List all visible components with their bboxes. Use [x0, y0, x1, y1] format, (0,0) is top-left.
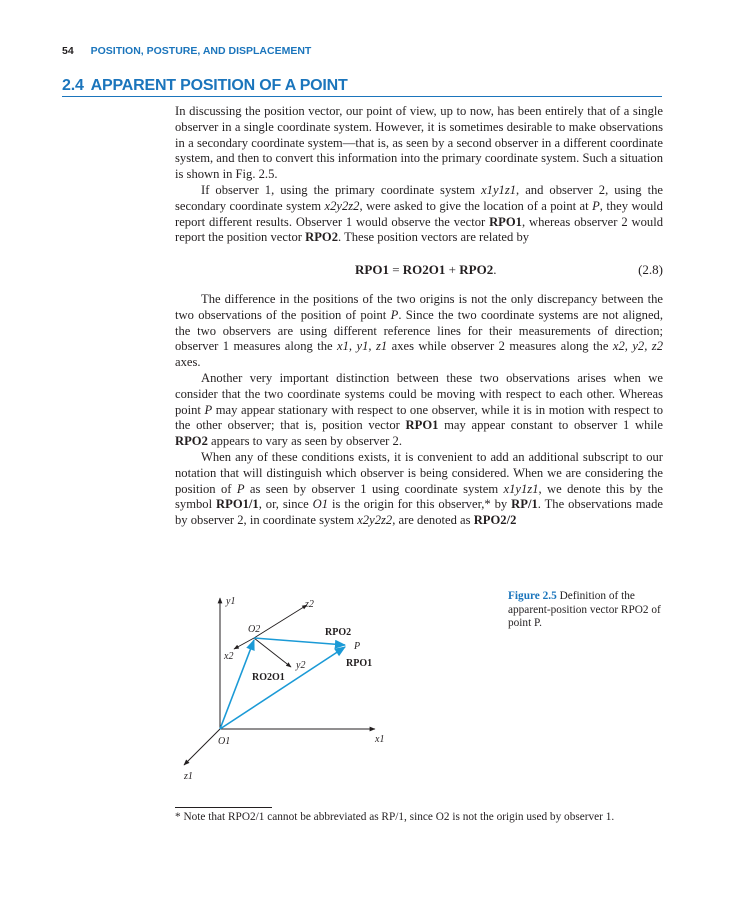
paragraph-3: The difference in the positions of the two origins is not the only discrepancy between the two observations of the position of point P. Since the two coordinate systems are not aligned, the two observers are using different reference lines for their measurements of direction; observer 1 measures along the x1, y1, z1 axes while observer 2 measures along the x2, y2, z2 axes. — [175, 292, 663, 370]
label-P: P — [354, 641, 361, 652]
body-text-bottom — [175, 292, 663, 529]
equation-2-8 — [175, 262, 663, 280]
page-number: 54 — [62, 45, 74, 57]
figure-caption-label: Figure 2.5 — [508, 590, 557, 602]
footnote-rule — [175, 807, 272, 808]
equation-expression: RPO1 = RO2O1 + RPO2. — [355, 262, 497, 277]
figure-2-5 — [170, 588, 470, 788]
axis-z1 — [184, 729, 220, 765]
vector-RPO1 — [220, 647, 345, 729]
label-z1: z1 — [184, 771, 193, 782]
body-text-top — [175, 104, 663, 246]
label-x2: x2 — [224, 651, 234, 662]
axis-y2 — [254, 638, 291, 667]
paragraph-5: When any of these conditions exists, it is convenient to add an additional subscript to our notation that will distinguish which observer is being considered. When we are considering the position of P as seen by observer 1 using coordinate system x1y1z1, we denote this by the symbol RPO1/1, or, since O1 is the origin for this observer,* by RP/1. The observations made by observer 2, in coordinate system x2y2z2, are denoted as RPO2/2 — [175, 449, 663, 528]
figure-caption — [508, 590, 668, 631]
equation-number: (2.8) — [638, 262, 663, 277]
label-y1: y1 — [226, 596, 236, 607]
running-title: POSITION, POSTURE, AND DISPLACEMENT — [90, 45, 312, 57]
label-RPO1: RPO1 — [346, 658, 373, 669]
footnote: * Note that RPO2/1 cannot be abbreviated as RP/1, since O2 is not the origin used by observer 1. — [175, 811, 615, 823]
figure-caption-text: Definition of the apparent-position vector RPO2 of point P. — [508, 590, 661, 629]
running-header — [62, 45, 311, 57]
vector-RPO2 — [254, 638, 345, 645]
axis-z2 — [254, 605, 307, 638]
label-O1: O1 — [218, 736, 231, 747]
section-title: APPARENT POSITION OF A POINT — [90, 77, 348, 94]
label-RPO2: RPO2 — [325, 627, 352, 638]
label-O2: O2 — [248, 624, 261, 635]
label-z2: z2 — [305, 599, 314, 610]
paragraph-2: If observer 1, using the primary coordinate system x1y1z1, and observer 2, using the secondary coordinate system x2y2z2, were asked to give the location of a point at P, they would report different results. Observer 1 would observe the vector RPO1, whereas observer 2 would report the position vector RPO2. These position vectors are related by — [175, 182, 663, 245]
section-heading — [62, 77, 662, 97]
paragraph-1: In discussing the position vector, our point of view, up to now, has been entirely that of a single observer in a single coordinate system. However, it is sometimes desirable to make observations in a secondary coordinate system—that is, as seen by a second observer in a different coordinate system, and then to convert this information into the primary coordinate system. Such a situation is shown in Fig. 2.5. — [175, 104, 663, 182]
paragraph-4: Another very important distinction between these two observations arises when we consider that the two coordinate systems could be moving with respect to each other. Whereas point P may appear stationary with respect to one observer, while it is in motion with respect to the other observer; that is, position vector RPO1 may appear constant to observer 1 while RPO2 appears to vary as seen by observer 2. — [175, 370, 663, 449]
label-x1: x1 — [375, 734, 385, 745]
label-RO2O1: RO2O1 — [252, 672, 285, 683]
section-number: 2.4 — [62, 77, 84, 94]
label-y2: y2 — [296, 660, 306, 671]
